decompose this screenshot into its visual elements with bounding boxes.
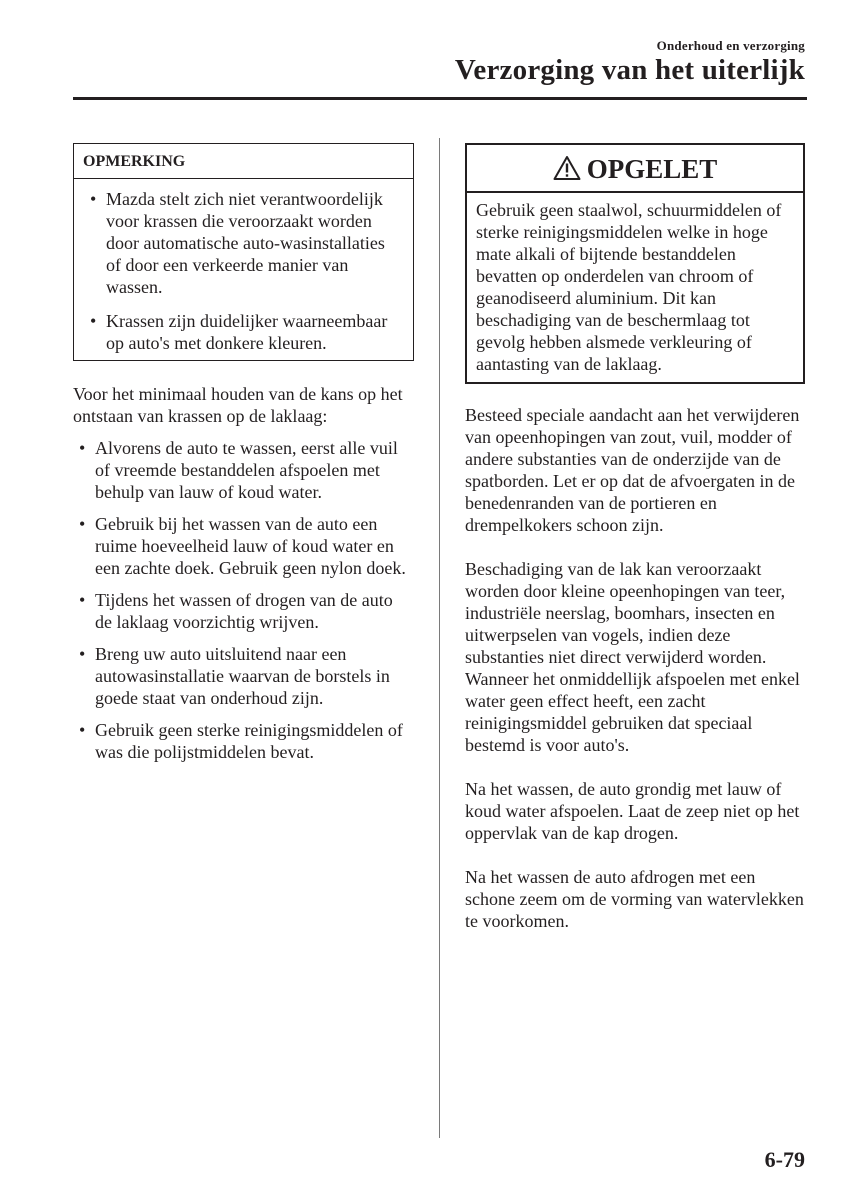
tip-item: • Tijdens het wassen of drogen van de auto de laklaag voorzichtig wrijven. — [73, 589, 414, 633]
body-paragraph: Na het wassen de auto afdrogen met een schone zeem om de vorming van watervlekken te voorkomen. — [465, 867, 804, 931]
note-box — [73, 143, 414, 361]
note-item: • Krassen zijn duidelijker waarneembaar op auto's met donkere kleuren. — [84, 310, 403, 354]
caution-box — [465, 143, 805, 384]
body-paragraph: Na het wassen, de auto grondig met lauw of koud water afspoelen. Laat de zeep niet op het oppervlak van de kap drogen. — [465, 779, 800, 843]
body-paragraph: Besteed speciale aandacht aan het verwijderen van opeenhopingen van zout, vuil, modder of andere substanties van de onderzijde van de spatborden. Let er op dat de afvoergaten in de benedenranden van de portieren en drempelkokers schoon zijn. — [465, 405, 800, 535]
column-divider — [439, 138, 440, 1138]
tip-item: • Gebruik bij het wassen van de auto een ruime hoeveelheid lauw of koud water en een zachte doek. Gebruik geen nylon doek. — [73, 513, 414, 579]
body-paragraph: Beschadiging van de lak kan veroorzaakt worden door kleine opeenhopingen van teer, industriële neerslag, boomhars, insecten en uitwerpselen van vogels, indien deze substanties niet direct verwijderd worden. Wanneer het onmiddellijk afspoelen met enkel water geen effect heeft, een zacht reinigingsmiddel gebruiken dat speciaal bestemd is voor auto's. — [465, 559, 800, 755]
tip-item: • Breng uw auto uitsluitend naar een autowasinstallatie waarvan de borstels in goede staat van onderhoud zijn. — [73, 643, 414, 709]
section-label: Onderhoud en verzorging — [656, 38, 805, 53]
tip-item: • Alvorens de auto te wassen, eerst alle vuil of vreemde bestanddelen afspoelen met behulp van lauw of koud water. — [73, 437, 414, 503]
right-column — [465, 143, 805, 932]
note-item: • Mazda stelt zich niet verantwoordelijk voor krassen die veroorzaakt worden door automatische auto-wasinstallaties of door een verkeerde manier van wassen. — [84, 188, 403, 298]
tips-list — [73, 437, 414, 763]
warning-triangle-icon — [553, 155, 581, 181]
page-title: Verzorging van het uiterlijk — [454, 54, 805, 86]
header-rule — [73, 97, 807, 100]
caution-heading: OPGELET — [586, 154, 718, 184]
intro-paragraph: Voor het minimaal houden van de kans op het ontstaan van krassen op de laklaag: — [73, 384, 403, 426]
note-body — [74, 179, 413, 360]
caution-text: Gebruik geen staalwol, schuurmiddelen of sterke reinigingsmiddelen welke in hoge mate alkali of bijtende bestanddelen bevatten op onderdelen van chroom of geanodiseerd aluminium. Dit kan beschadiging van de beschermlaag tot gevolg hebben alsmede verkleuring of aantasting van de laklaag. — [476, 200, 782, 374]
page-number: 6-79 — [764, 1147, 805, 1172]
tip-item: • Gebruik geen sterke reinigingsmiddelen of was die polijstmiddelen bevat. — [73, 719, 414, 763]
note-list — [84, 188, 403, 354]
note-heading: OPMERKING — [74, 144, 413, 179]
caution-heading-row — [467, 145, 803, 193]
left-column — [73, 143, 414, 773]
